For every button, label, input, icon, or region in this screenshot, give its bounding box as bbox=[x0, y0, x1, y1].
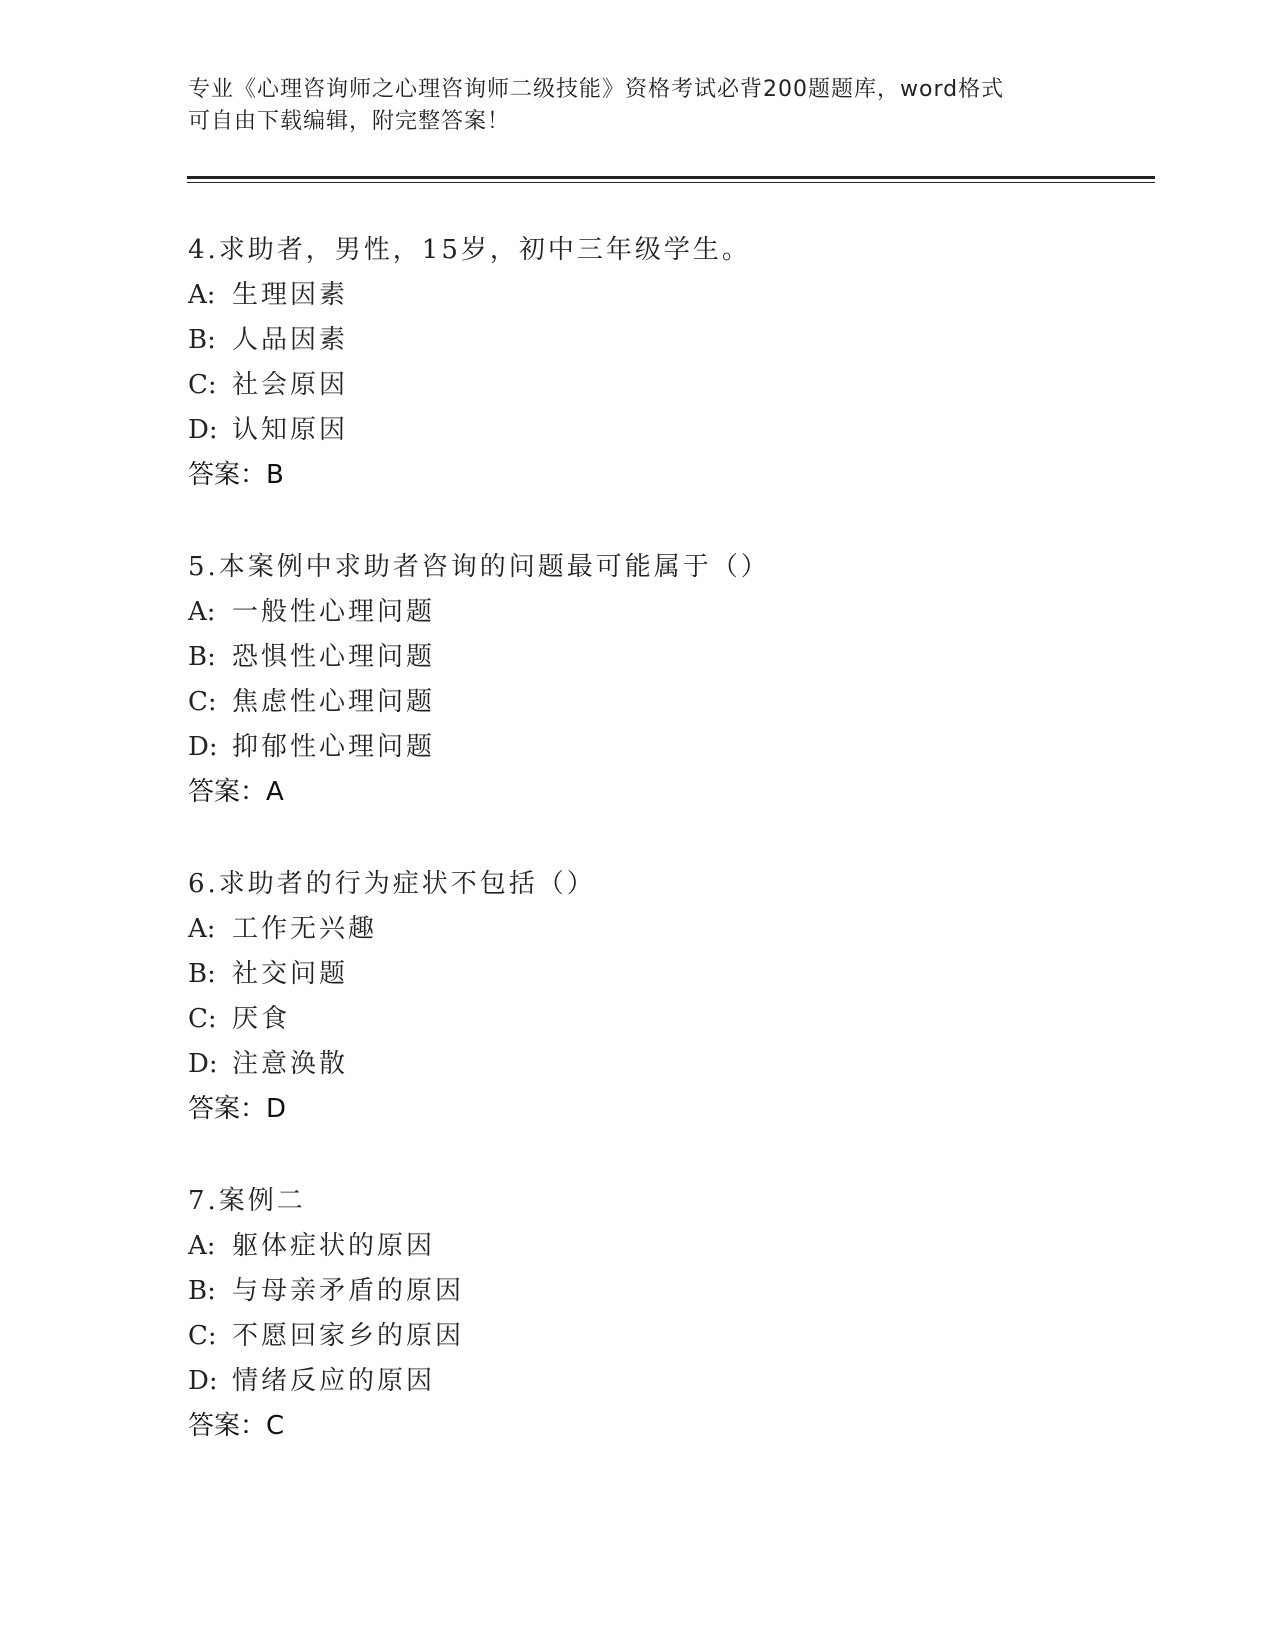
option-text: 焦虑性心理问题 bbox=[232, 687, 436, 717]
option-d bbox=[188, 725, 1088, 770]
answer-line: 答案：D bbox=[188, 1094, 287, 1124]
option-text: 厌食 bbox=[232, 1004, 291, 1034]
option-d bbox=[188, 1359, 1088, 1404]
option-b bbox=[188, 318, 1088, 363]
option-letter: A: bbox=[188, 597, 216, 627]
option-letter: D: bbox=[188, 732, 218, 762]
question-block bbox=[188, 862, 1088, 1132]
option-text: 社会原因 bbox=[232, 370, 349, 400]
question-text: 7.案例二 bbox=[188, 1186, 306, 1216]
answer-line: 答案：B bbox=[188, 460, 284, 490]
option-c bbox=[188, 997, 1088, 1042]
answer-line: 答案：C bbox=[188, 1411, 285, 1441]
option-letter: C: bbox=[188, 1004, 217, 1034]
option-letter: B: bbox=[188, 1276, 216, 1306]
option-a bbox=[188, 273, 1088, 318]
option-text: 注意涣散 bbox=[232, 1049, 349, 1079]
option-a bbox=[188, 1224, 1088, 1269]
header-divider-thin bbox=[187, 182, 1155, 183]
option-text: 恐惧性心理问题 bbox=[232, 642, 436, 672]
option-a bbox=[188, 590, 1088, 635]
question-text: 6.求助者的行为症状不包括（） bbox=[188, 869, 596, 899]
option-letter: C: bbox=[188, 687, 217, 717]
option-text: 躯体症状的原因 bbox=[232, 1231, 436, 1261]
option-b bbox=[188, 1269, 1088, 1314]
option-b bbox=[188, 635, 1088, 680]
option-c bbox=[188, 1314, 1088, 1359]
question-text: 4.求助者，男性，15岁，初中三年级学生。 bbox=[188, 235, 751, 265]
option-c bbox=[188, 680, 1088, 725]
option-letter: D: bbox=[188, 1366, 218, 1396]
document-header bbox=[188, 74, 1088, 138]
option-text: 不愿回家乡的原因 bbox=[232, 1321, 465, 1351]
option-letter: A: bbox=[188, 1231, 216, 1261]
option-letter: B: bbox=[188, 325, 216, 355]
option-letter: C: bbox=[188, 1321, 217, 1351]
option-letter: D: bbox=[188, 415, 218, 445]
header-divider-thick bbox=[187, 176, 1155, 179]
question-block bbox=[188, 228, 1088, 498]
question-block bbox=[188, 545, 1088, 815]
option-letter: C: bbox=[188, 370, 217, 400]
option-text: 生理因素 bbox=[232, 280, 349, 310]
option-letter: A: bbox=[188, 914, 216, 944]
option-letter: B: bbox=[188, 959, 216, 989]
option-text: 与母亲矛盾的原因 bbox=[232, 1276, 465, 1306]
option-letter: B: bbox=[188, 642, 216, 672]
header-line-1: 专业《心理咨询师之心理咨询师二级技能》资格考试必背200题题库，word格式 bbox=[188, 77, 1005, 102]
option-text: 情绪反应的原因 bbox=[232, 1366, 436, 1396]
option-b bbox=[188, 952, 1088, 997]
option-letter: A: bbox=[188, 280, 216, 310]
header-line-2: 可自由下载编辑，附完整答案！ bbox=[188, 109, 511, 134]
answer-line: 答案：A bbox=[188, 777, 284, 807]
question-text: 5.本案例中求助者咨询的问题最可能属于（） bbox=[188, 552, 770, 582]
option-text: 社交问题 bbox=[232, 959, 349, 989]
question-block bbox=[188, 1179, 1088, 1449]
option-d bbox=[188, 1042, 1088, 1087]
option-text: 认知原因 bbox=[232, 415, 349, 445]
option-letter: D: bbox=[188, 1049, 218, 1079]
option-text: 抑郁性心理问题 bbox=[232, 732, 436, 762]
option-a bbox=[188, 907, 1088, 952]
option-text: 一般性心理问题 bbox=[232, 597, 436, 627]
option-text: 工作无兴趣 bbox=[232, 914, 378, 944]
option-c bbox=[188, 363, 1088, 408]
option-d bbox=[188, 408, 1088, 453]
option-text: 人品因素 bbox=[232, 325, 349, 355]
